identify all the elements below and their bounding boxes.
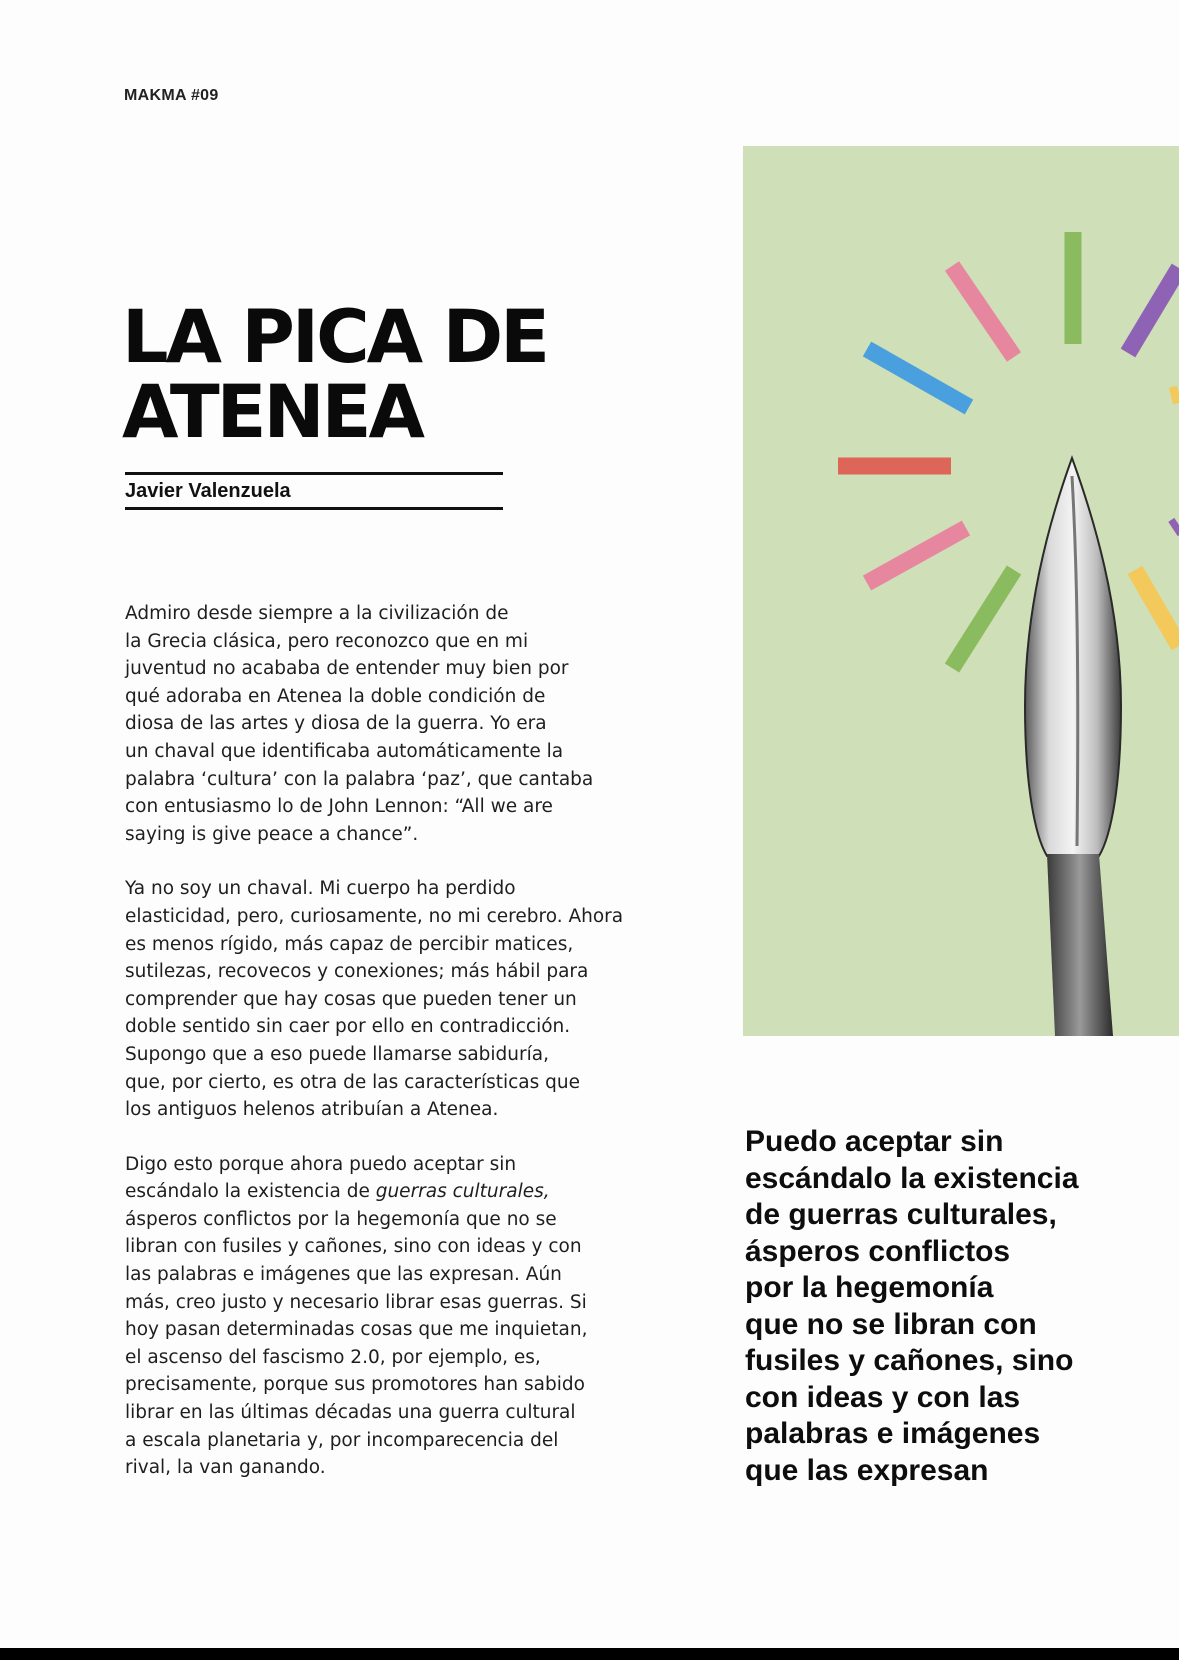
ray xyxy=(1173,525,1179,529)
ray xyxy=(1171,394,1179,396)
text-line: hoy pasan determinadas cosas que me inquietan, xyxy=(125,1319,588,1341)
author-rule-bottom xyxy=(125,507,503,510)
text-line: ásperos conflictos por la hegemonía que no se xyxy=(125,1208,557,1230)
bottom-edge-bar xyxy=(0,1648,1179,1660)
text-line: es menos rígido, más capaz de percibir matices, xyxy=(125,933,574,955)
text-line: Digo esto porque ahora puedo aceptar sin xyxy=(125,1153,517,1175)
quote-line: Puedo aceptar sin xyxy=(745,1125,1004,1158)
quote-line: por la hegemonía xyxy=(745,1271,994,1304)
text-line: diosa de las artes y diosa de la guerra. Yo era xyxy=(125,713,547,735)
quote-line: escándalo la existencia xyxy=(745,1161,1079,1195)
text-line: elasticidad, pero, curiosamente, no mi cerebro. Ahora xyxy=(125,905,624,927)
text-line xyxy=(125,1178,645,1206)
text-line: más, creo justo y necesario librar esas guerras. Si xyxy=(125,1291,587,1313)
ray xyxy=(1128,268,1179,353)
text-line: sutilezas, recovecos y conexiones; más hábil para xyxy=(125,961,589,983)
quote-line: de guerras culturales, xyxy=(745,1198,1057,1231)
text-line: un chaval que identificaba automáticamente la xyxy=(125,740,564,762)
article-body xyxy=(125,600,645,1509)
quote-line: fusiles y cañones, sino xyxy=(745,1344,1074,1377)
text-line: la Grecia clásica, pero reconozco que en mi xyxy=(125,630,529,652)
text-line: saying is give peace a chance”. xyxy=(125,823,419,845)
text-line: librar en las últimas décadas una guerra cultural xyxy=(125,1402,576,1424)
text-line: palabra ‘cultura’ con la palabra ‘paz’, que cantaba xyxy=(125,768,594,790)
text-line: rival, la van ganando. xyxy=(125,1457,326,1479)
text-line: libran con fusiles y cañones, sino con ideas y con xyxy=(125,1236,582,1258)
spearhead-artwork xyxy=(743,146,1179,1036)
quote-line: con ideas y con las xyxy=(745,1380,1021,1414)
author-rule-top xyxy=(125,472,503,475)
ray-burst xyxy=(838,232,1179,668)
paragraph xyxy=(125,600,645,848)
quote-line: que no se libran con xyxy=(745,1307,1037,1341)
pull-quote xyxy=(745,1124,1165,1489)
spearhead-illustration xyxy=(743,146,1179,1036)
author-name: Javier Valenzuela xyxy=(125,480,291,502)
text-line: las palabras e imágenes que las expresan. Aún xyxy=(125,1264,562,1286)
text-fragment: escándalo la existencia de xyxy=(125,1181,376,1203)
quote-line: ásperos conflictos xyxy=(745,1234,1011,1268)
paragraph xyxy=(125,1151,645,1482)
text-line: Ya no soy un chaval. Mi cuerpo ha perdido xyxy=(125,878,516,900)
paragraph xyxy=(125,875,645,1123)
text-line: doble sentido sin caer por ello en contradicción. xyxy=(125,1016,571,1038)
ray xyxy=(952,570,1014,668)
article-title xyxy=(122,295,548,455)
text-line: el ascenso del fascismo 2.0, por ejemplo, es, xyxy=(125,1346,541,1368)
text-line: comprender que hay cosas que pueden tener un xyxy=(125,988,577,1010)
ray xyxy=(867,349,969,407)
spear-socket xyxy=(1047,854,1113,1036)
quote-line: palabras e imágenes xyxy=(745,1417,1041,1450)
italic-phrase: guerras culturales, xyxy=(375,1181,550,1203)
text-line: Supongo que a eso puede llamarse sabiduría, xyxy=(125,1043,549,1065)
ray xyxy=(952,266,1014,357)
text-line: con entusiasmo lo de John Lennon: “All we are xyxy=(125,796,553,818)
ray xyxy=(1135,570,1179,646)
title-line: LA PICA DE xyxy=(122,295,548,380)
text-line: qué adoraba en Atenea la doble condición de xyxy=(125,685,546,707)
text-line: precisamente, porque sus promotores han sabido xyxy=(125,1374,585,1396)
issue-label: MAKMA #09 xyxy=(124,87,219,104)
title-line: ATENEA xyxy=(122,370,422,455)
quote-line: que las expresan xyxy=(745,1453,989,1487)
text-line: los antiguos helenos atribuían a Atenea. xyxy=(125,1099,499,1121)
text-line: Admiro desde siempre a la civilización de xyxy=(125,603,509,624)
ray xyxy=(867,528,966,583)
text-line: juventud no acababa de entender muy bien por xyxy=(125,658,569,680)
text-line: que, por cierto, es otra de las características que xyxy=(125,1071,581,1093)
text-line: a escala planetaria y, por incomparecencia del xyxy=(125,1429,559,1451)
